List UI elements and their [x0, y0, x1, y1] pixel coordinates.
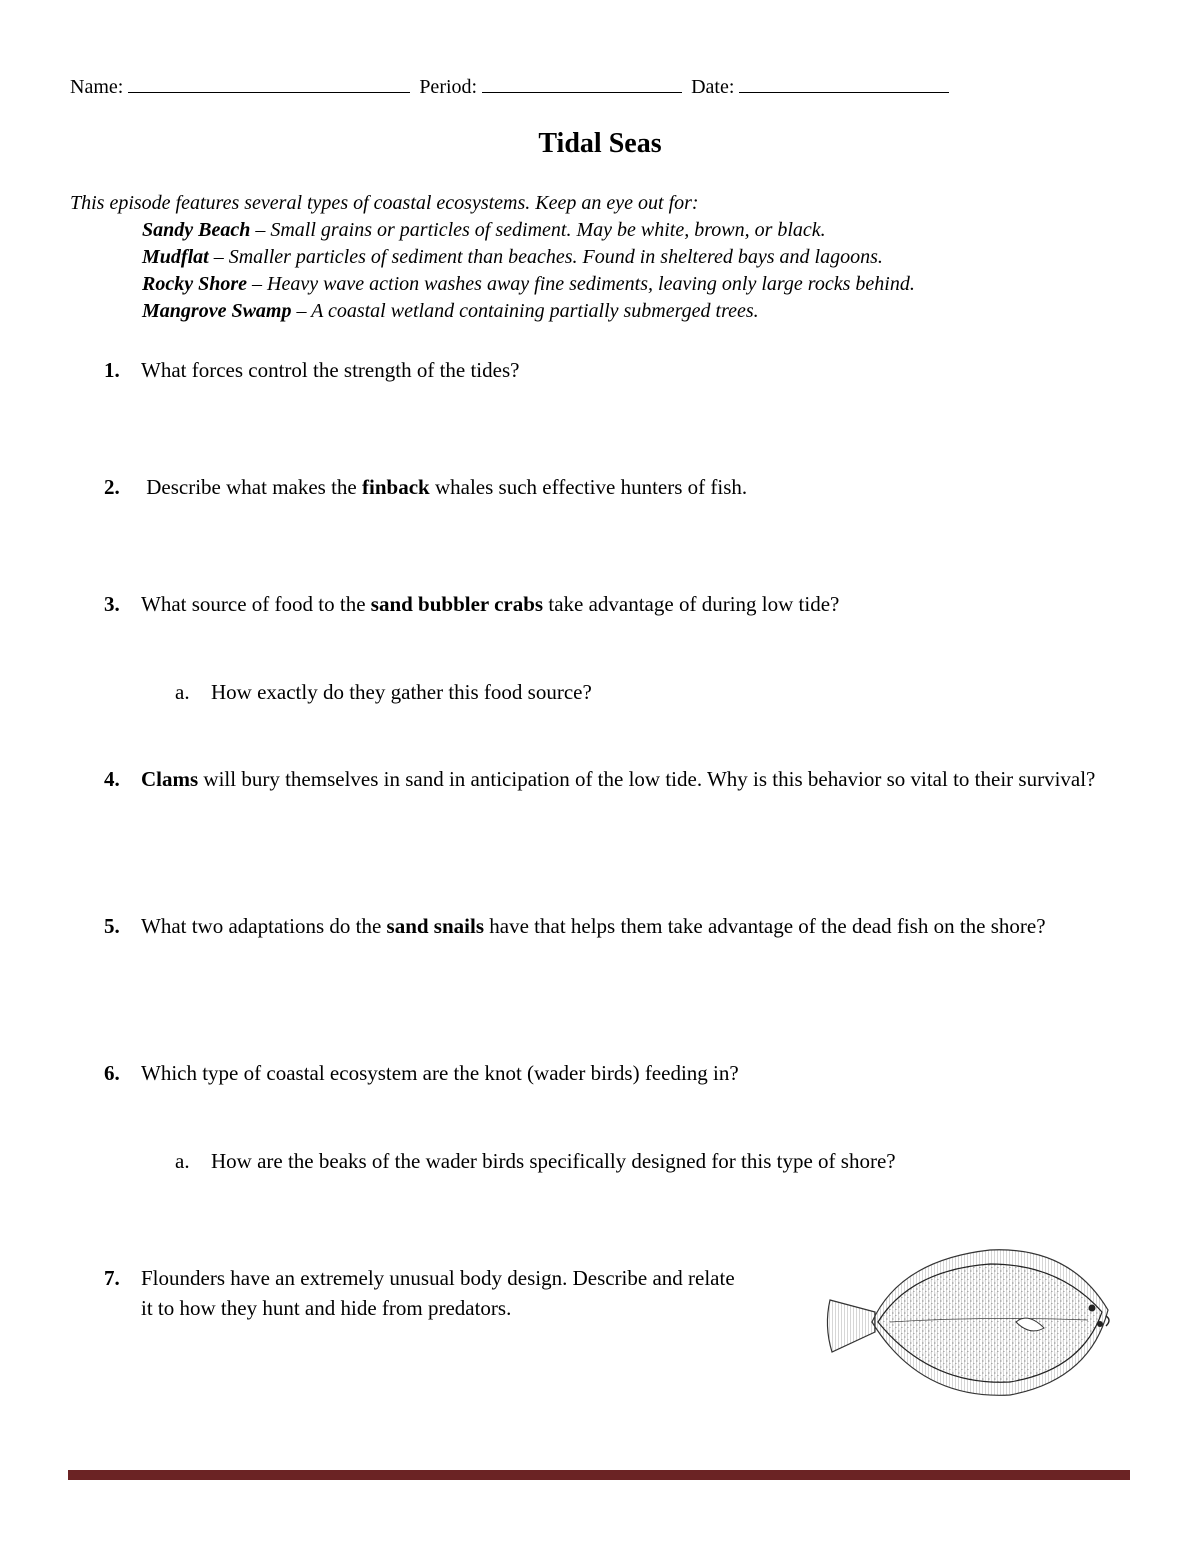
question-number: 4.	[104, 767, 120, 791]
question-text-part: whales such effective hunters of fish.	[429, 475, 748, 499]
ecosystem-definition: – Smaller particles of sediment than beaches. Found in sheltered bays and lagoons.	[208, 246, 883, 268]
subquestion-text: How are the beaks of the wader birds specifically designed for this type of shore?	[211, 1149, 896, 1173]
ecosystem-term: Sandy Beach	[142, 219, 251, 241]
question-text	[141, 911, 1134, 941]
question-4	[104, 764, 1134, 794]
question-5	[104, 911, 1134, 941]
question-text-part: Which type of coastal ecosystem are the knot (wader birds) feeding in?	[141, 1061, 739, 1085]
question-keyword: finback	[362, 475, 430, 499]
question-text-part: Flounders have an extremely unusual body design. Describe and relate it to how they hunt and hide from predators.	[141, 1266, 735, 1320]
question-number: 6.	[104, 1061, 120, 1085]
ecosystem-item	[142, 298, 915, 325]
question-2	[104, 472, 1134, 502]
question-text-part: What forces control the strength of the tides?	[141, 358, 520, 382]
question-text-part: Describe what makes the	[141, 475, 363, 499]
question-text	[141, 355, 1134, 385]
flounder-illustration	[820, 1240, 1120, 1405]
question-text-part: have that helps them take advantage of the dead fish on the shore?	[484, 914, 1046, 938]
question-text	[141, 1058, 1134, 1088]
subquestion-6a	[175, 1146, 896, 1176]
ecosystem-list	[142, 217, 915, 325]
question-keyword: sand snails	[386, 914, 485, 938]
ecosystem-term: Mudflat	[142, 246, 209, 268]
question-keyword: sand bubbler crabs	[370, 592, 544, 616]
ecosystem-item	[142, 217, 915, 244]
ecosystem-item	[142, 271, 915, 298]
ecosystem-definition: – Small grains or particles of sediment. May be white, brown, or black.	[250, 219, 826, 241]
ecosystem-item	[142, 244, 915, 271]
question-text	[141, 589, 1134, 619]
question-1	[104, 355, 1134, 385]
period-blank[interactable]	[482, 72, 682, 93]
question-text	[141, 764, 1134, 794]
question-text-part: What two adaptations do the	[141, 914, 387, 938]
subquestion-letter: a.	[175, 680, 190, 704]
subquestion-text: How exactly do they gather this food source?	[211, 680, 592, 704]
name-label: Name:	[70, 76, 124, 98]
question-3	[104, 589, 1134, 619]
subquestion-letter: a.	[175, 1149, 190, 1173]
ecosystem-term: Mangrove Swamp	[142, 300, 292, 322]
question-text	[141, 1263, 744, 1323]
question-number: 5.	[104, 914, 120, 938]
question-6	[104, 1058, 1134, 1088]
question-7	[104, 1263, 744, 1323]
intro-text: This episode features several types of coastal ecosystems. Keep an eye out for:	[70, 192, 699, 214]
question-text-part: What source of food to the	[141, 592, 371, 616]
ecosystem-definition: – A coastal wetland containing partially submerged trees.	[291, 300, 759, 322]
question-number: 3.	[104, 592, 120, 616]
question-text	[141, 472, 1134, 502]
ecosystem-definition: – Heavy wave action washes away fine sediments, leaving only large rocks behind.	[247, 273, 915, 295]
header-fields	[70, 72, 953, 101]
question-keyword: Clams	[141, 767, 199, 791]
name-blank[interactable]	[128, 72, 410, 93]
page-title: Tidal Seas	[538, 128, 662, 159]
question-text-part: take advantage of during low tide?	[543, 592, 840, 616]
ecosystem-term: Rocky Shore	[142, 273, 247, 295]
period-label: Period:	[419, 76, 478, 98]
subquestion-3a	[175, 677, 592, 707]
question-text-part: will bury themselves in sand in anticipation of the low tide. Why is this behavior so vital to their survival?	[198, 767, 1096, 791]
question-number: 2.	[104, 475, 120, 499]
date-label: Date:	[691, 76, 735, 98]
date-blank[interactable]	[739, 72, 949, 93]
question-number: 1.	[104, 358, 120, 382]
footer-rule	[68, 1470, 1130, 1480]
question-number: 7.	[104, 1266, 120, 1290]
